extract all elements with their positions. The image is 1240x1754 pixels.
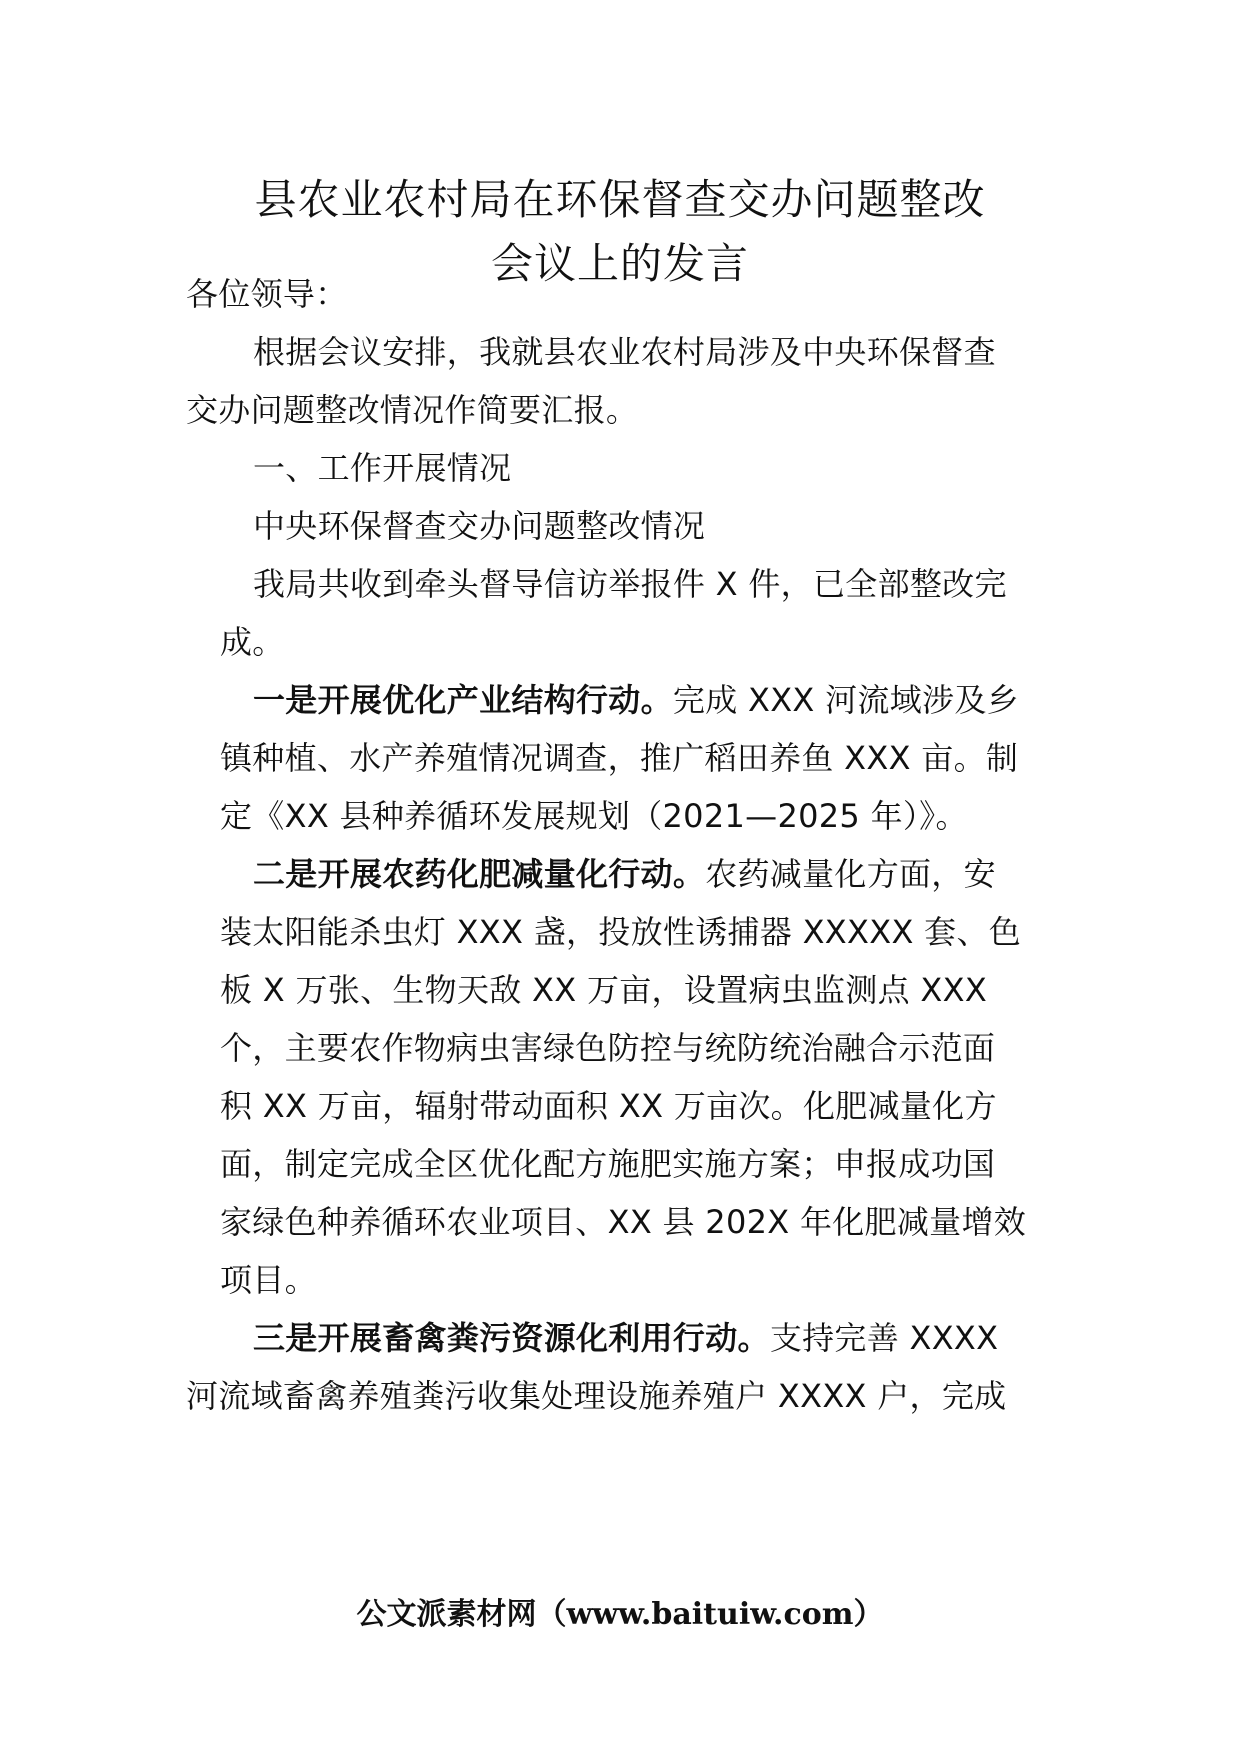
receipt-paragraph-line-2: 成。	[220, 623, 285, 661]
item-2-line-4: 个，主要农作物病虫害绿色防控与统防统治融合示范面	[220, 1029, 996, 1067]
intro-paragraph-line-1: 根据会议安排，我就县农业农村局涉及中央环保督查	[253, 333, 996, 371]
document-title-line-1: 县农业农村局在环保督查交办问题整改	[254, 175, 986, 224]
item-1-line-3: 定《XX 县种养循环发展规划（2021—2025 年）》。	[220, 797, 968, 835]
subsection-heading: 中央环保督查交办问题整改情况	[253, 507, 706, 545]
item-1-lead: 一是开展优化产业结构行动。	[253, 681, 673, 719]
item-3-lead: 三是开展畜禽粪污资源化利用行动。	[253, 1319, 770, 1357]
item-2-lead: 二是开展农药化肥减量化行动。	[253, 855, 706, 893]
item-2-line-7: 家绿色种养循环农业项目、XX 县 202X 年化肥减量增效	[220, 1203, 1027, 1241]
item-1-line-2: 镇种植、水产养殖情况调查，推广稻田养鱼 XXX 亩。制	[220, 739, 1019, 777]
footer-watermark: 公文派素材网（www.baituiw.com）	[356, 1597, 884, 1632]
section-heading-1: 一、工作开展情况	[253, 449, 512, 487]
item-1-line-1	[253, 678, 1019, 722]
receipt-paragraph-line-1: 我局共收到牵头督导信访举报件 X 件，已全部整改完	[253, 565, 1007, 603]
item-2-line-1-text: 农药减量化方面，安	[705, 855, 996, 893]
item-2-line-6: 面，制定完成全区优化配方施肥实施方案；申报成功国	[220, 1145, 996, 1183]
item-2-line-3: 板 X 万张、生物天敌 XX 万亩，设置病虫监测点 XXX	[220, 971, 988, 1009]
intro-paragraph-line-2: 交办问题整改情况作简要汇报。	[186, 391, 639, 429]
item-2-line-1	[253, 852, 996, 896]
item-1-line-1-text: 完成 XXX 河流域涉及乡	[672, 681, 1019, 719]
item-2-line-2: 装太阳能杀虫灯 XXX 盏，投放性诱捕器 XXXXX 套、色	[220, 913, 1022, 951]
salutation: 各位领导：	[186, 275, 348, 313]
item-2-line-5: 积 XX 万亩，辐射带动面积 XX 万亩次。化肥减量化方	[220, 1087, 997, 1125]
item-3-line-2: 河流域畜禽养殖粪污收集处理设施养殖户 XXXX 户，完成	[186, 1377, 1007, 1415]
item-3-line-1	[253, 1316, 998, 1360]
item-2-line-8: 项目。	[220, 1261, 317, 1299]
document-title-line-2: 会议上的发言	[490, 239, 749, 288]
item-3-line-1-text: 支持完善 XXXX	[769, 1319, 999, 1357]
